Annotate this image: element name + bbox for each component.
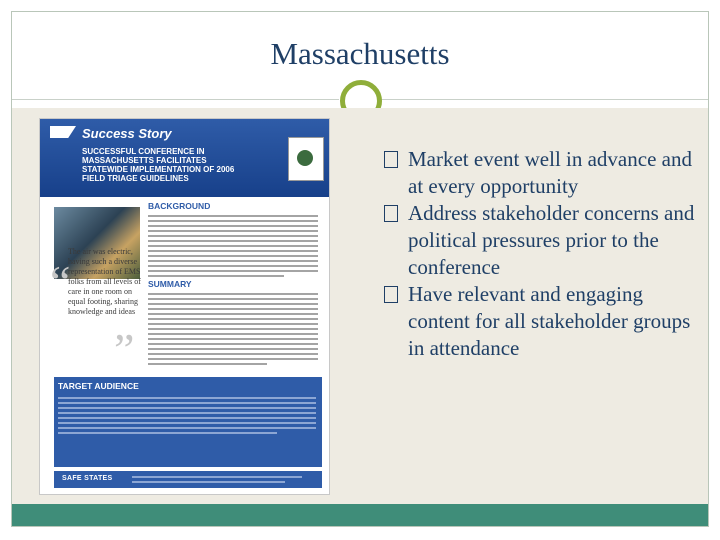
poster-footer-org: SAFE STATES: [62, 475, 113, 482]
success-story-poster: [40, 119, 329, 494]
divider-right: [381, 99, 708, 100]
bullet-text: Have relevant and engaging content for all stakeholder groups in attendance: [408, 282, 691, 360]
bullet-square-icon: [384, 200, 408, 227]
bullet-list: [384, 146, 704, 362]
bullet-square-icon: [384, 146, 408, 173]
poster-section-background: BACKGROUND: [148, 201, 211, 211]
bullet-item: [384, 146, 704, 200]
poster-section-summary: SUMMARY: [148, 279, 192, 289]
poster-banner: Success Story: [82, 126, 172, 141]
poster-target-text: [58, 397, 316, 437]
poster-background-text: [148, 215, 318, 280]
slide-title: Massachusetts: [270, 36, 450, 71]
close-quote-icon: ”: [114, 324, 135, 375]
massachusetts-flag-icon: [288, 137, 324, 181]
poster-target-title: TARGET AUDIENCE: [58, 381, 139, 391]
bullet-text: Market event well in advance and at every opportunity: [408, 147, 692, 198]
poster-summary-text: [148, 293, 318, 368]
safe-states-logo-icon: [50, 126, 76, 138]
poster-headline: SUCCESSFUL CONFERENCE IN MASSACHUSETTS FACILITATES STATEWIDE IMPLEMENTATION OF 2006 FIELD TRIAGE GUIDELINES: [82, 147, 235, 183]
open-quote-icon: “: [50, 256, 71, 307]
divider-left: [12, 99, 339, 100]
poster-footer-text: [132, 476, 302, 486]
poster-target-audience: [54, 377, 322, 467]
poster-quote: The air was electric, having such a diverse representation of EMS folks from all levels of care in one room on equal footing, sharing knowledge and ideas: [68, 247, 141, 316]
bullet-square-icon: [384, 281, 408, 308]
seal-icon: [297, 150, 313, 166]
bullet-text: Address stakeholder concerns and political pressures prior to the conference: [408, 201, 695, 279]
poster-header: [40, 119, 329, 197]
bullet-item: [384, 281, 704, 362]
bullet-item: [384, 200, 704, 281]
footer-bar: [12, 504, 708, 526]
